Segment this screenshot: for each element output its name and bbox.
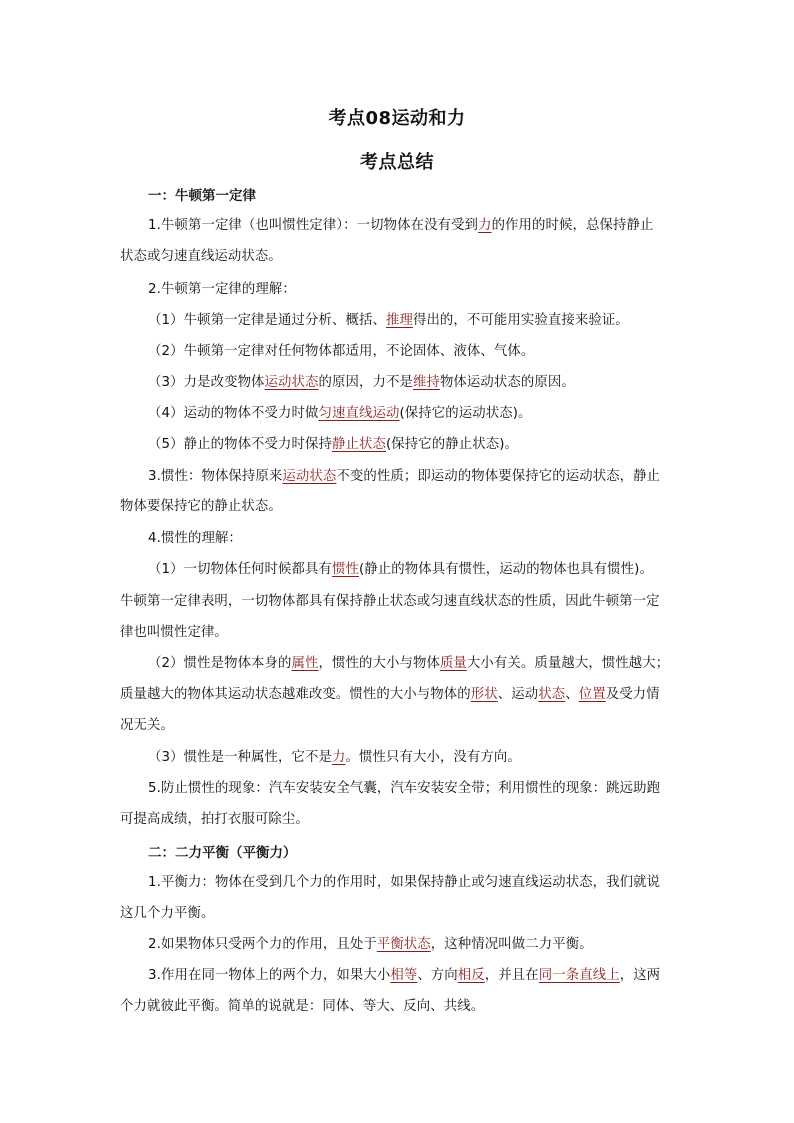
paragraph-6: （4）运动的物体不受力时做匀速直线运动(保持它的运动状态)。 bbox=[148, 406, 532, 421]
paragraph-10-cont2: 律也叫惯性定律。 bbox=[120, 625, 228, 640]
paragraph-10-cont: 牛顿第一定律表明，一切物体都具有保持静止状态或匀速直线状态的性质，因此牛顿第一定 bbox=[120, 594, 660, 609]
paragraph-q3: 3.作用在同一物体上的两个力，如果大小相等、方向相反，并且在同一条直线上，这两 bbox=[148, 968, 661, 983]
paragraph-13: 5.防止惯性的现象：汽车安装安全气囊，汽车安装安全带；利用惯性的现象：跳远助跑 bbox=[148, 781, 661, 796]
paragraph-q1: 1.平衡力：物体在受到几个力的作用时，如果保持静止或匀速直线运动状态，我们就说 bbox=[148, 875, 661, 890]
paragraph-q2: 2.如果物体只受两个力的作用，且处于平衡状态，这种情况叫做二力平衡。 bbox=[148, 937, 593, 952]
document-title: 考点08运动和力 bbox=[328, 108, 466, 129]
paragraph-1-cont: 状态或匀速直线运动状态。 bbox=[120, 249, 282, 264]
paragraph-8: 3.惯性：物体保持原来运动状态不变的性质；即运动的物体要保持它的运动状态，静止 bbox=[148, 469, 661, 484]
paragraph-11: （2）惯性是物体本身的属性，惯性的大小与物体质量大小有关。质量越大，惯性越大； bbox=[148, 656, 670, 671]
paragraph-11-cont: 质量越大的物体其运动状态越难改变。惯性的大小与物体的形状、运动状态、位置及受力情 bbox=[120, 687, 660, 702]
paragraph-11-cont2: 况无关。 bbox=[120, 718, 174, 733]
paragraph-10: （1）一切物体任何时候都具有惯性(静止的物体具有惯性，运动的物体也具有惯性)。 bbox=[148, 562, 653, 577]
paragraph-1: 1.牛顿第一定律（也叫惯性定律）：一切物体在没有受到力的作用的时候，总保持静止 bbox=[148, 218, 654, 233]
paragraph-12: （3）惯性是一种属性，它不是力。惯性只有大小，没有方向。 bbox=[148, 750, 521, 765]
paragraph-8-cont: 物体要保持它的静止状态。 bbox=[120, 499, 282, 514]
paragraph-q1-cont: 这几个力平衡。 bbox=[120, 906, 215, 921]
section-heading-two-force-balance: 二：二力平衡（平衡力） bbox=[148, 845, 297, 861]
paragraph-q3-cont: 个力就彼此平衡。简单的说就是：同体、等大、反向、共线。 bbox=[120, 999, 485, 1014]
paragraph-9: 4.惯性的理解： bbox=[148, 531, 242, 546]
section-heading-newton-first-law: 一：牛顿第一定律 bbox=[148, 188, 256, 204]
paragraph-2: 2.牛顿第一定律的理解： bbox=[148, 282, 296, 297]
paragraph-4: （2）牛顿第一定律对任何物体都适用，不论固体、液体、气体。 bbox=[148, 344, 535, 359]
paragraph-5: （3）力是改变物体运动状态的原因，力不是维持物体运动状态的原因。 bbox=[148, 375, 575, 390]
document-subtitle: 考点总结 bbox=[360, 152, 434, 173]
paragraph-7: （5）静止的物体不受力时保持静止状态(保持它的静止状态)。 bbox=[148, 437, 519, 452]
paragraph-13-cont: 可提高成绩，拍打衣服可除尘。 bbox=[120, 812, 309, 827]
paragraph-3: （1）牛顿第一定律是通过分析、概括、推理得出的，不可能用实验直接来验证。 bbox=[148, 313, 629, 328]
